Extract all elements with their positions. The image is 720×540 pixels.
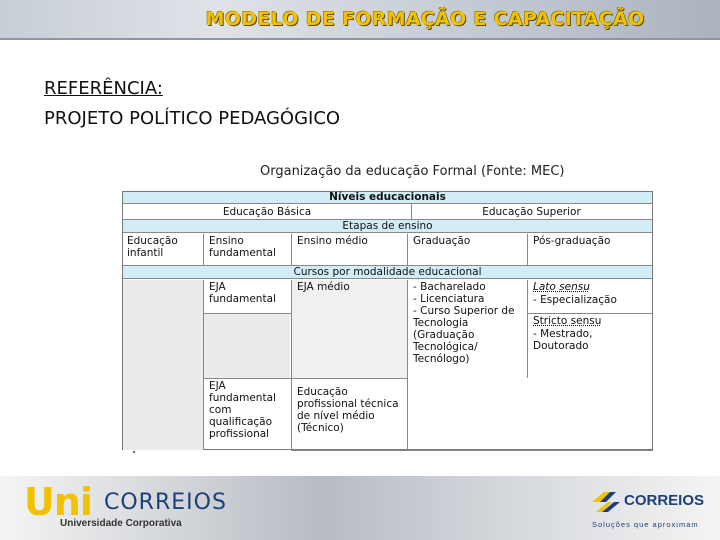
table-caption: Organização da educação Formal (Fonte: MEC) xyxy=(260,164,565,179)
slogan: Soluções que aproximam xyxy=(592,520,699,529)
correios-symbol-icon xyxy=(590,490,622,514)
stricto-item: - Mestrado, Doutorado xyxy=(533,328,593,352)
correios-logo-right: CORREIOS xyxy=(624,492,705,509)
eja-medio: EJA médio xyxy=(297,281,350,293)
stray-dot xyxy=(133,451,135,453)
technical-education: Educação profissional técnica de nível médio (Técnico) xyxy=(297,386,399,434)
basic-education: Educação Básica xyxy=(222,206,312,218)
stricto-sensu: Stricto sensu xyxy=(533,315,602,327)
lato-item: - Especialização xyxy=(533,294,617,306)
page-title: MODELO DE FORMAÇÃO E CAPACITAÇÃO xyxy=(205,8,645,30)
higher-education: Educação Superior xyxy=(482,206,581,218)
stage-graduacao: Graduação xyxy=(413,235,471,247)
eja-qualification: EJA fundamental com qualificação profissional xyxy=(209,380,276,440)
stage-fundamental: Ensino fundamental xyxy=(209,235,276,259)
eja-fundamental: EJA fundamental xyxy=(209,281,276,305)
levels-header: Níveis educacionais xyxy=(123,192,652,204)
education-table xyxy=(122,191,653,450)
reference-label: REFERÊNCIA: xyxy=(44,78,163,99)
corporate-university-label: Universidade Corporativa xyxy=(60,518,182,529)
stage-medio: Ensino médio xyxy=(297,235,368,247)
stage-pos: Pós-graduação xyxy=(533,235,611,247)
lato-sensu: Lato sensu xyxy=(533,281,590,293)
modality-header: Cursos por modalidade educacional xyxy=(123,265,652,279)
reference-subtitle: PROJETO POLÍTICO PEDAGÓGICO xyxy=(44,108,341,129)
uni-logo-text: Uni xyxy=(24,480,92,524)
stages-header: Etapas de ensino xyxy=(123,220,652,233)
graduation-types: - Bacharelado - Licenciatura - Curso Superior de Tecnologia (Graduação Tecnológica/ Tecnólogo) xyxy=(413,281,515,365)
stage-infantil: Educação infantil xyxy=(127,235,178,259)
correios-logo-left: CORREIOS xyxy=(104,490,227,515)
